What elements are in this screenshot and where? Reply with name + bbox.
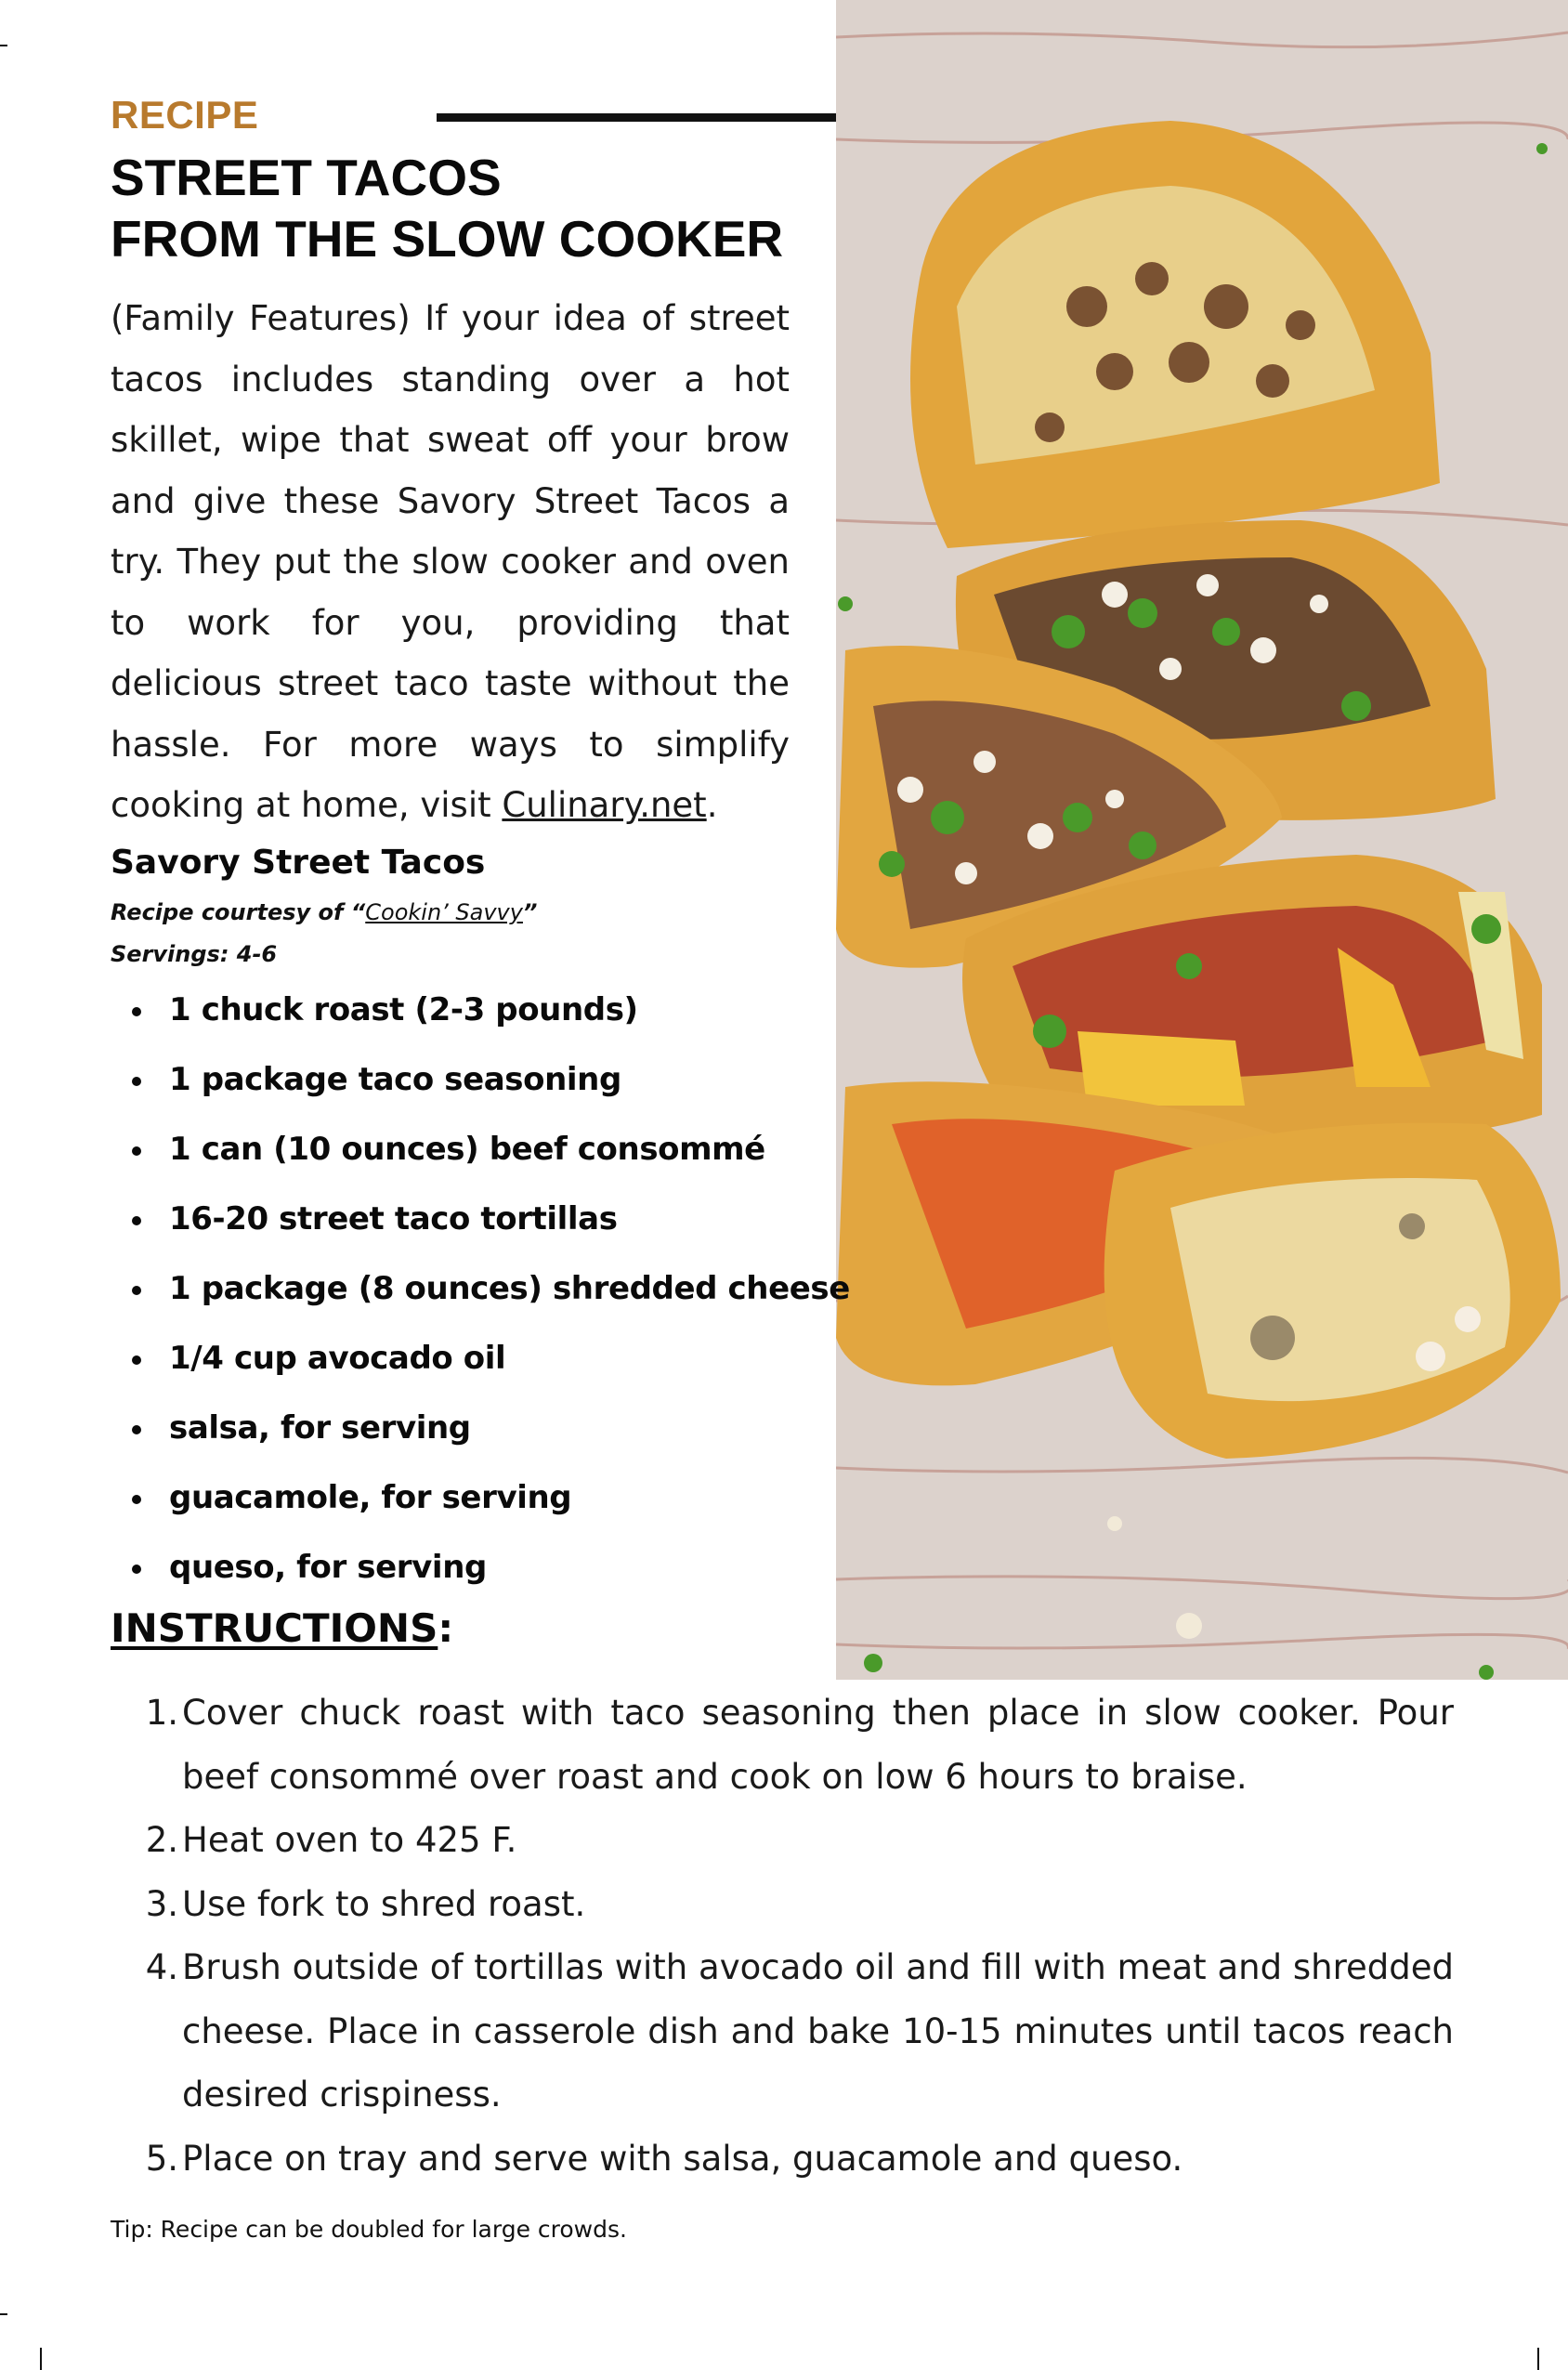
instruction-step [139,1809,1454,1873]
crop-mark-bottom-left [40,2348,42,2370]
ingredient-item: 1 package taco seasoning [130,1054,836,1124]
section-kicker: RECIPE [111,93,259,137]
crop-mark-bottom-right [1537,2348,1539,2370]
page-title [111,147,783,269]
instruction-step [139,2128,1454,2192]
instructions-heading-colon: : [438,1605,454,1651]
intro-paragraph [111,288,790,836]
ingredient-item: salsa, for serving [130,1403,836,1473]
ingredient-item: 1 chuck roast (2-3 pounds) [130,985,836,1054]
cookin-savvy-link[interactable]: Cookin’ Savvy [365,899,523,925]
ingredient-item: queso, for serving [130,1542,836,1612]
instruction-step [139,1682,1454,1809]
title-line-1: STREET TACOS [111,149,502,206]
title-line-2: FROM THE SLOW COOKER [111,210,784,268]
instructions-heading [111,1605,453,1651]
step-text: Heat oven to 425 F. [182,1820,517,1860]
step-number: 1. [145,1693,178,1733]
ingredient-item: 1 can (10 ounces) beef consommé [130,1124,836,1194]
instruction-list [139,1682,1454,2191]
recipe-name: Savory Street Tacos [111,844,486,882]
step-text: Use fork to shred roast. [182,1883,586,1924]
header-divider [437,113,836,122]
courtesy-prefix: Recipe courtesy of “ [111,899,366,925]
recipe-courtesy [111,899,537,925]
culinary-link[interactable]: Culinary.net [502,785,707,825]
ingredient-item: 1 package (8 ounces) shredded cheese [130,1264,836,1333]
recipe-tip: Tip: Recipe can be doubled for large crowds. [111,2216,627,2243]
street-tacos-photo [836,0,1568,1680]
step-number: 2. [145,1820,178,1860]
ingredient-item: 1/4 cup avocado oil [130,1333,836,1403]
step-text: Brush outside of tortillas with avocado oil and fill with meat and shredded cheese. Place in casserole dish and bake 10-15 minutes until tacos reach desired crispiness. [182,1947,1454,2115]
servings: Servings: 4-6 [111,941,278,967]
crop-mark-top-left [0,45,7,46]
ingredient-item: guacamole, for serving [130,1473,836,1542]
instruction-step [139,1873,1454,1937]
ingredient-item: 16-20 street taco tortillas [130,1194,836,1264]
instruction-step [139,1936,1454,2128]
intro-text: (Family Features) If your idea of street tacos includes standing over a hot skillet, wipe that sweat off your brow and give these Savory Street Tacos a try. They put the slow cooker and oven to work for you, providing that delicious street taco taste without the hassle. For more ways to simplify cooking at home, visit [111,298,790,825]
instructions-heading-text: INSTRUCTIONS [111,1605,438,1651]
crop-mark-mid-left [0,2313,7,2315]
ingredient-list [130,985,850,1612]
step-text: Cover chuck roast with taco seasoning then place in slow cooker. Pour beef consommé over roast and cook on low 6 hours to braise. [182,1693,1454,1797]
step-number: 5. [145,2138,178,2179]
courtesy-suffix: ” [522,899,538,925]
step-number: 4. [145,1947,178,1987]
intro-tail: . [706,785,718,825]
step-text: Place on tray and serve with salsa, guacamole and queso. [182,2138,1183,2179]
step-number: 3. [145,1883,178,1924]
